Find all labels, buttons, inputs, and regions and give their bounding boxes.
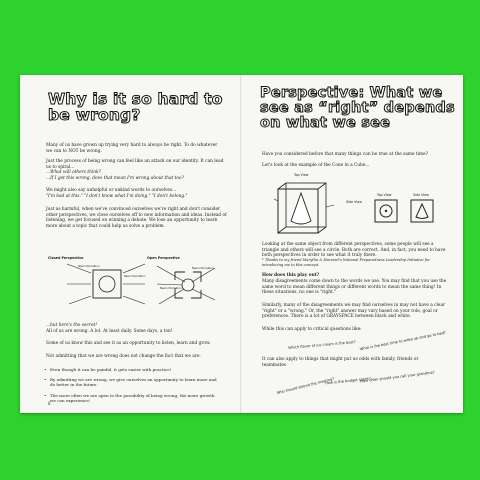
new-info-label-1: New Information [78, 265, 100, 268]
question-ice-cream: Which flavor of ice cream is the best? [287, 340, 356, 350]
family-friends-paragraph: It can also apply to things that might put us odds with family, friends or teammates [262, 357, 419, 368]
all-wrong-line: All of us are wrong. A lot. At least daily. Some days, a ton! [46, 329, 173, 334]
grayspace-paragraph: Similarly, many of the disagreements we may find ourselves in may not have a clear "right" or a "wrong." Or, the "right" answer may vary based on your role, goal or preferences. There is a lot of GRAYSPACE between black and white. [262, 303, 446, 319]
cone-cube-intro: Let's look at the example of the Cone in a Cube... [262, 163, 370, 168]
new-info-label-4: New Information [192, 267, 214, 270]
side-view-label-small: Side View [413, 193, 430, 197]
top-view-label-main: Top View [294, 173, 309, 177]
right-page [242, 75, 463, 413]
left-page-title: Why is it so hard to be wrong? [48, 90, 223, 124]
closed-perspective-label: Closed Perspective [48, 256, 84, 260]
thanks-footnote: * Thanks to my friend Marytha & Harvard's National Preparedness Leadership Initiative for introducing me to this concept. [262, 258, 430, 267]
triangle-circle-paragraph: Looking at the same object from different perspectives, some people will see a triangle and others will see a circle. Both are correct. And, in fact, you need to have both perspectives in order to see what it truly there. [262, 242, 446, 258]
spiral-thought-2: ...If I got this wrong, does that mean I'm wrong about that too? [46, 176, 184, 181]
side-view-triangle-icon [410, 199, 434, 223]
page-number: 8 [48, 401, 51, 406]
open-perspective-label: Open Perspective [147, 256, 180, 260]
critical-questions-intro: While this can apply to critical questions like: [262, 327, 362, 332]
green-background-bottom [0, 440, 480, 480]
spiral-thought-1: ...What will others think? [46, 170, 101, 175]
question-budget: How is the budget spent? [324, 376, 371, 386]
bullet-item: • By admitting we are wrong, we give ourselves an opportunity to learn more and do better in the future. [50, 377, 220, 387]
closed-circle [99, 276, 115, 292]
harmful-paragraph: Just as harmful, when we've convinced ourselves we're right and don't consider other perspectives, we close ourselves off to new information and ideas. Instead of listening, we get focused on winning a debate. We lose an opportunity to learn more about a topic that could help us solve a problem. [46, 207, 227, 229]
how-does-this-play-out-heading: How does this play out? [262, 273, 320, 278]
many-things-question: Have you considered before that many things can be true at the same time? [262, 152, 428, 157]
top-view-label-small: Top View [377, 193, 392, 197]
opportunity-line: Some of us know this and see it as an opportunity to listen, learn and grow. [46, 341, 211, 346]
open-booklet [20, 75, 463, 413]
not-admitting-line: Not admitting that we are wrong does not change the fact that we are. [46, 354, 201, 359]
secret-line: ...but here's the secret! [46, 323, 97, 328]
bullet-item: • The more often we are open to the possibility of being wrong, the more growth we can experience! [50, 393, 220, 403]
green-background-top [0, 0, 480, 44]
new-info-label-2: New Information [124, 275, 146, 278]
side-view-label-main: Side View [346, 200, 363, 204]
left-page [20, 75, 240, 413]
words-disagreement-paragraph: Many disagreements come down to the words we use. You may find that you use the same word to mean different things or different words to mean the same thing! In these situations, no one is "right." [262, 279, 447, 295]
bullet-item: • Even though it can be painful, it gets easier with practice! [50, 367, 220, 372]
new-info-label-3: New Information [160, 287, 182, 290]
intro-paragraph: Many of us have grown up trying very hard to always be right. To do whatever we can to NOT be wrong. [46, 143, 218, 154]
cone-in-cube-illustration [272, 179, 332, 239]
unkind-words-paragraph: We might also say unhelpful or unkind words to ourselves... [46, 188, 177, 193]
question-wake-up: What is the best time to wake up and go to bed? [359, 330, 447, 352]
unkind-words-quote: "I'm bad at this." "I don't know what I'm doing." "I don't belong." [46, 194, 188, 199]
question-meeting: Who should attend the meeting? [276, 376, 335, 396]
right-page-title: Perspective: What we see as “right” depends on what we see [260, 85, 455, 131]
closed-box [93, 270, 121, 298]
identity-paragraph: Just the process of being wrong can feel like an attack on our identity. It can lead us to spiral... [46, 159, 224, 170]
top-view-circle-icon [374, 199, 398, 223]
question-grandma: How often should you call your grandma? [360, 370, 435, 384]
